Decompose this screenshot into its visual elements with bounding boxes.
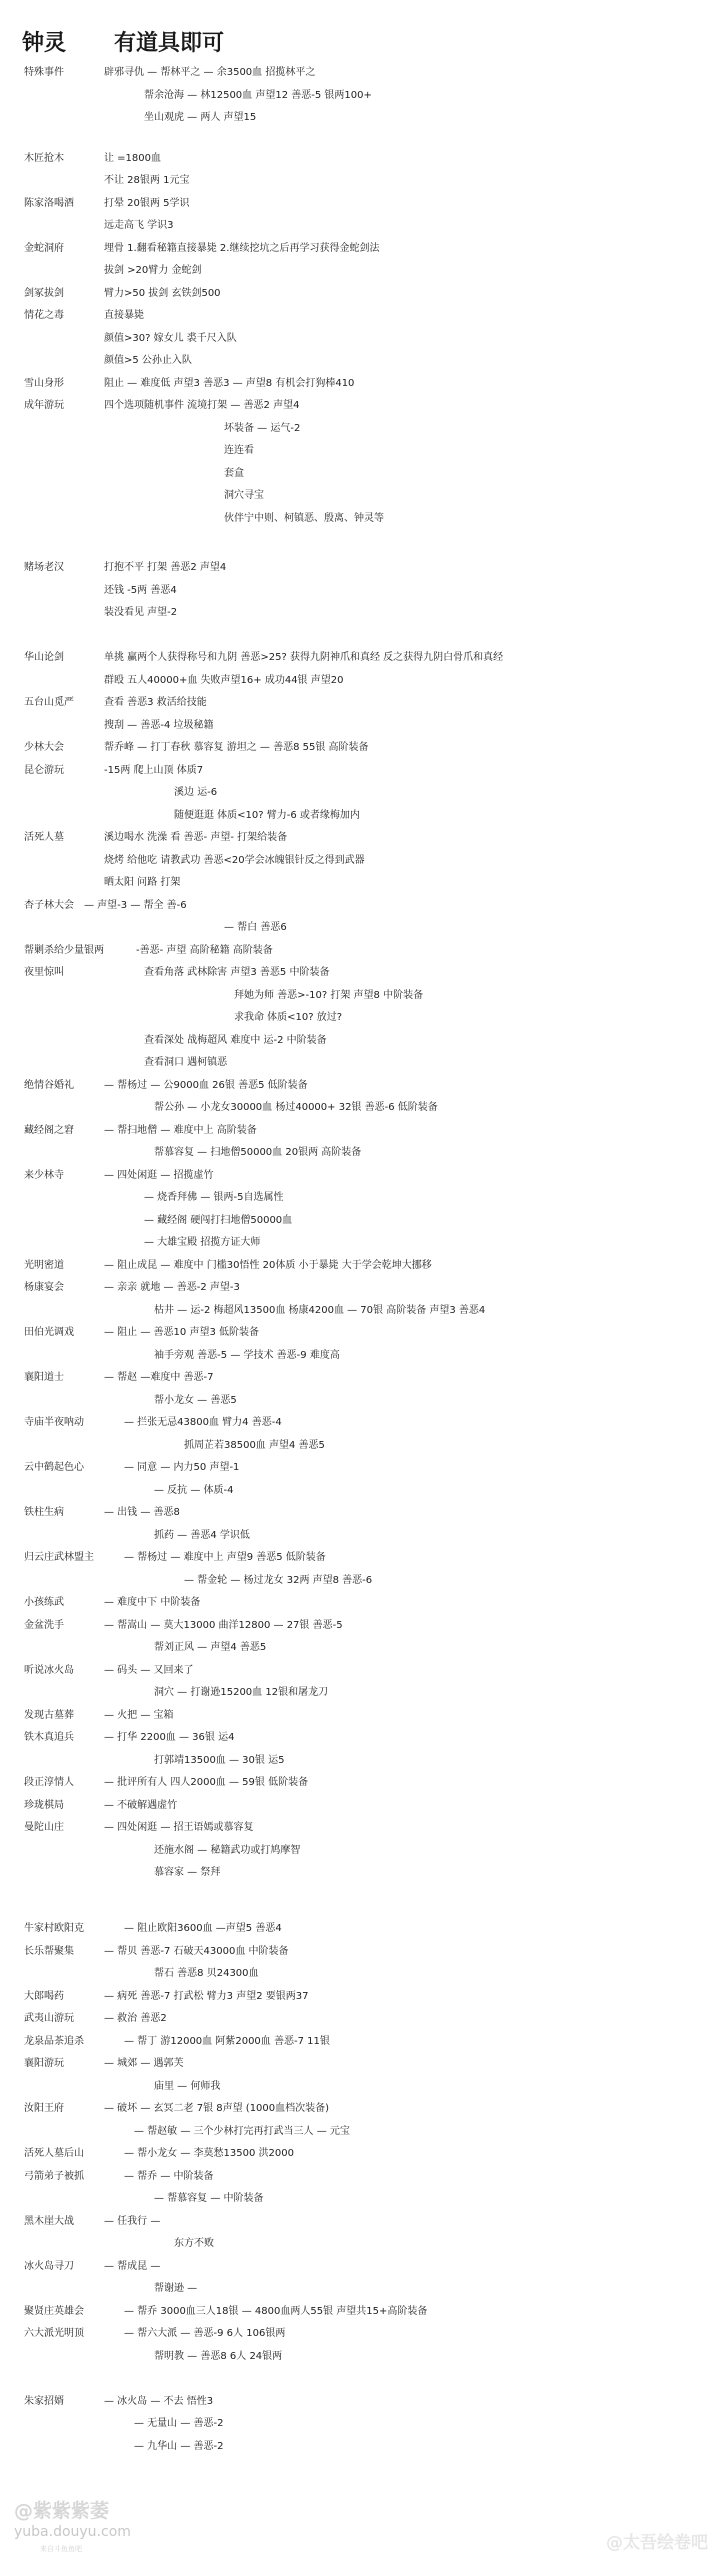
event-detail: — 救治 善恶2	[104, 2013, 167, 2025]
event-detail: 让 =1800血	[104, 152, 162, 164]
event-detail: — 帮慕容复 — 中阶装备	[154, 2193, 264, 2205]
event-category: 汝阳王府	[24, 2103, 64, 2115]
event-detail: 坏装备 — 运气-2	[224, 422, 301, 434]
event-detail: 随便逛逛 体质<10? 臂力-6 或者缘梅加内	[174, 809, 360, 821]
event-category: 夜里惊叫	[24, 967, 64, 978]
event-detail: 抓周芷若38500血 声望4 善恶5	[184, 1439, 325, 1451]
watermark-site: yuba.douyu.com	[14, 2524, 131, 2540]
event-detail: — 帮乔 3000血三人18银 — 4800血两人55银 声望共15+高阶装备	[124, 2305, 428, 2317]
event-detail: — 城郊 — 遇郭芙	[104, 2058, 184, 2070]
event-detail: 洞穴 — 打谢逊15200血 12银和屠龙刀	[154, 1687, 329, 1698]
event-detail: 打晕 20银两 5学识	[104, 197, 190, 209]
event-detail: 还施水阁 — 秘籍武功或打鸠摩智	[154, 1844, 301, 1856]
event-detail: — 帮金轮 — 杨过龙女 32两 声望8 善恶-6	[184, 1574, 373, 1586]
event-detail: — 出钱 — 善恶8	[104, 1507, 180, 1518]
event-category: 雪山身形	[24, 377, 64, 389]
event-detail: 求我命 体质<10? 放过?	[234, 1012, 343, 1023]
event-detail: 坐山观虎 — 两人 声望15	[144, 112, 257, 123]
event-detail: 还钱 -5两 善恶4	[104, 584, 177, 596]
event-category: 武夷山游玩	[24, 2013, 74, 2025]
event-detail: 庙里 — 何师我	[154, 2080, 221, 2092]
event-detail: 直接暴毙	[104, 310, 144, 321]
event-detail: — 帮乔 — 中阶装备	[124, 2170, 214, 2182]
event-detail: 颜值>30? 嫁女儿 裘千尺入队	[104, 332, 237, 344]
event-detail: — 帮扫地僧 — 难度中上 高阶装备	[104, 1124, 257, 1136]
event-detail: 装没看见 声望-2	[104, 607, 178, 618]
event-detail: — 帮成昆 —	[104, 2260, 161, 2272]
event-category: 少林大会	[24, 742, 64, 753]
event-detail: 拜她为师 善恶>-10? 打架 声望8 中阶装备	[234, 989, 424, 1001]
event-detail: 阻止 — 难度低 声望3 善恶3 — 声望8 有机会打狗棒410	[104, 377, 355, 389]
page-title: 钟灵	[22, 31, 67, 56]
event-category: 小孩练武	[24, 1597, 64, 1608]
event-detail: — 大雄宝殿 招揽方证大师	[144, 1237, 261, 1248]
event-category: 襄阳游玩	[24, 2058, 64, 2070]
event-category: 特殊事件	[24, 67, 64, 78]
page-header	[22, 18, 702, 68]
event-list	[24, 66, 704, 2452]
event-category: 活死人墓	[24, 832, 64, 843]
event-detail: — 难度中下 中阶装备	[104, 1597, 201, 1608]
event-detail: 帮公孙 — 小龙女30000血 杨过40000+ 32银 善恶-6 低阶装备	[154, 1102, 438, 1113]
event-detail: — 码头 — 又回来了	[104, 1664, 194, 1676]
event-category: 襄阳道士	[24, 1372, 64, 1383]
event-detail: 帮乔峰 — 打丁春秋 慕容复 游坦之 — 善恶8 55银 高阶装备	[104, 742, 369, 753]
event-detail: — 病死 善恶-7 打武松 臂力3 声望2 要银两37	[104, 1990, 309, 2002]
event-detail: 不让 28银两 1元宝	[104, 175, 190, 186]
event-detail: — 冰火岛 — 不去 悟性3	[104, 2395, 214, 2407]
event-category: 黑木崖大战	[24, 2215, 74, 2227]
event-category: 光明密道	[24, 1259, 64, 1271]
event-detail: 帮慕容复 — 扫地僧50000血 20银两 高阶装备	[154, 1147, 362, 1158]
event-detail: 搜刮 — 善恶-4 垃圾秘籍	[104, 719, 214, 731]
event-detail: — 烧香拜佛 — 银两-5自选属性	[144, 1192, 284, 1203]
event-detail: — 打华 2200血 — 36银 运4	[104, 1732, 235, 1743]
event-detail: 埋骨 1.翻看秘籍直接暴毙 2.继续挖坑之后再学习获得金蛇剑法	[104, 242, 380, 254]
event-category: 发现古墓葬	[24, 1709, 74, 1721]
event-detail: 打抱不平 打架 善恶2 声望4	[104, 562, 227, 573]
event-detail: — 九华山 — 善恶-2	[134, 2440, 224, 2452]
event-detail: — 帮赵 —难度中 善恶-7	[104, 1372, 214, 1383]
event-detail: 连连看	[224, 445, 254, 456]
event-category: 听说冰火岛	[24, 1664, 74, 1676]
event-detail: 帮石 善恶8 贝24300血	[154, 1968, 259, 1980]
event-detail: 帮明教 — 善恶8 6人 24银两	[154, 2350, 283, 2362]
event-detail: 溪边喝水 洗澡 看 善恶- 声望- 打架给装备	[104, 832, 288, 843]
event-category: 剑冢拔剑	[24, 287, 64, 299]
event-detail: 溪边 运-6	[174, 787, 218, 798]
event-detail: 东方不败	[174, 2238, 214, 2250]
event-detail: 套盒	[224, 467, 244, 479]
event-detail: — 四处闲逛 — 招揽虚竹	[104, 1169, 214, 1181]
event-detail: — 无量山 — 善恶-2	[134, 2418, 224, 2430]
watermark-user: @紫紫紫萎	[14, 2500, 110, 2522]
event-detail: 帮余沧海 — 林12500血 声望12 善恶-5 银两100+	[144, 89, 372, 101]
event-category: 弓箭弟子被抓	[24, 2170, 84, 2182]
event-detail: — 帮杨过 — 公9000血 26银 善恶5 低阶装备	[104, 1079, 308, 1091]
event-category: 来少林寺	[24, 1169, 64, 1181]
event-category: 田伯光调戏	[24, 1327, 74, 1338]
event-detail: — 帮小龙女 — 李莫愁13500 洪2000	[124, 2148, 294, 2160]
event-detail: — 帮贝 善恶-7 石破天43000血 中阶装备	[104, 1945, 289, 1957]
page-subtitle: 有道具即可	[114, 31, 225, 56]
event-category: 杏子林大会	[24, 899, 74, 911]
event-detail: — 任我行 —	[104, 2215, 161, 2227]
event-detail: — 帮白 善恶6	[224, 922, 287, 933]
event-category: 寺庙半夜呐动	[24, 1417, 84, 1428]
event-detail: 单挑 赢两个人获得称号和九阴 善恶>25? 获得九阴神爪和真经 反之获得九阴白骨爪和真经	[104, 652, 504, 663]
event-detail: 帮刘正风 — 声望4 善恶5	[154, 1642, 267, 1653]
event-detail: 四个选项随机事件 流境打架 — 善恶2 声望4	[104, 400, 300, 411]
event-detail: 伙伴宁中则、柯镇恶、殷离、钟灵等	[224, 512, 384, 524]
event-detail: — 同意 — 内力50 声望-1	[124, 1462, 240, 1473]
event-detail: 烧烤 给他吃 请教武功 善恶<20学会冰魄银针反之得到武器	[104, 854, 365, 866]
event-category: 归云庄武林盟主	[24, 1552, 94, 1563]
event-category: 曼陀山庄	[24, 1822, 64, 1833]
event-detail: — 阻止欧阳3600血 —声望5 善恶4	[124, 1923, 282, 1935]
event-detail: -善恶- 声望 高阶秘籍 高阶装备	[136, 944, 273, 956]
event-detail: 臂力>50 拔剑 玄铁剑500	[104, 287, 221, 299]
event-detail: — 阻止成昆 — 难度中 门槛30悟性 20体质 小于暴毙 大于学会乾坤大挪移	[104, 1259, 432, 1271]
event-category: 金盆洗手	[24, 1619, 64, 1631]
event-category: 帮剿杀给少量银两	[24, 944, 104, 956]
event-category: 大郎喝药	[24, 1990, 64, 2002]
event-detail: 帮谢逊 —	[154, 2283, 198, 2295]
event-detail: 远走高飞 学识3	[104, 220, 174, 231]
event-detail: — 帮赵敏 — 三个少林打完再打武当三人 — 元宝	[134, 2125, 350, 2137]
event-category: 金蛇洞府	[24, 242, 64, 254]
event-detail: 晒太阳 问路 打架	[104, 877, 181, 888]
event-category: 龙泉品茶追杀	[24, 2035, 84, 2047]
event-detail: 辟邪寻仇 — 帮林平之 — 余3500血 招揽林平之	[104, 67, 316, 78]
event-category: 陈家洛喝酒	[24, 197, 74, 209]
event-detail: 抓药 — 善恶4 学识低	[154, 1529, 250, 1541]
event-detail: — 藏经阁 硬闯打扫地僧50000血	[144, 1214, 293, 1226]
event-detail: — 不破解遇虚竹	[104, 1799, 178, 1811]
event-category: 赌场老汉	[24, 562, 64, 573]
event-detail: — 帮嵩山 — 莫大13000 曲洋12800 — 27银 善恶-5	[104, 1619, 343, 1631]
event-detail: 枯井 — 运-2 梅超风13500血 杨康4200血 — 70银 高阶装备 声望3 善恶4	[154, 1304, 486, 1316]
event-detail: — 帮六大派 — 善恶-9 6人 106银两	[124, 2328, 286, 2340]
watermark-right: @太吾绘卷吧	[606, 2533, 708, 2553]
event-detail: — 帮丁 游12000血 阿紫2000血 善恶-7 11银	[124, 2035, 330, 2047]
event-detail: — 帮杨过 — 难度中上 声望9 善恶5 低阶装备	[124, 1552, 326, 1563]
event-category: 五台山觅严	[24, 697, 74, 708]
event-category: 六大派光明顶	[24, 2328, 84, 2340]
event-detail: 洞穴寻宝	[224, 490, 264, 501]
event-detail: — 四处闲逛 — 招王语嫣或慕容复	[104, 1822, 254, 1833]
event-detail: — 阻止 — 善恶10 声望3 低阶装备	[104, 1327, 259, 1338]
event-category: 成年游玩	[24, 400, 64, 411]
event-detail: — 拦张无忌43800血 臂力4 善恶-4	[124, 1417, 282, 1428]
event-detail: — 火把 — 宝箱	[104, 1709, 174, 1721]
event-category: 云中鹤起色心	[24, 1462, 84, 1473]
event-category: 情花之毒	[24, 310, 64, 321]
event-category: 冰火岛寻刀	[24, 2260, 74, 2272]
event-category: 昆仑游玩	[24, 764, 64, 776]
event-category: 铁木真追兵	[24, 1732, 74, 1743]
event-detail: — 破坏 — 玄冥二老 7银 8声望 (1000血档次装备)	[104, 2103, 330, 2115]
event-detail: 颜值>5 公孙止入队	[104, 355, 192, 366]
event-detail: 群殴 五人40000+血 失败声望16+ 成功44银 声望20	[104, 674, 344, 686]
event-detail: 查看 善恶3 救活给技能	[104, 697, 207, 708]
event-detail: 袖手旁观 善恶-5 — 学技术 善恶-9 难度高	[154, 1349, 340, 1361]
event-category: 朱家招婿	[24, 2395, 64, 2407]
event-detail: 查看角落 武林除害 声望3 善恶5 中阶装备	[144, 967, 330, 978]
event-detail: 打郭靖13500血 — 30银 运5	[154, 1754, 285, 1766]
event-category: 杨康宴会	[24, 1282, 64, 1293]
event-category: 华山论剑	[24, 652, 64, 663]
event-category: 聚贤庄英雄会	[24, 2305, 84, 2317]
event-category: 段正淳情人	[24, 1777, 74, 1788]
event-category: 藏经阁之窘	[24, 1124, 74, 1136]
event-category: 珍珑棋局	[24, 1799, 64, 1811]
event-category: 活死人墓后山	[24, 2148, 84, 2160]
watermark-small: 来自斗鱼鱼吧	[40, 2545, 82, 2553]
event-detail: — 批评所有人 四人2000血 — 59银 低阶装备	[104, 1777, 309, 1788]
event-detail: — 反抗 — 体质-4	[154, 1484, 234, 1496]
event-category: 长乐帮聚集	[24, 1945, 74, 1957]
event-category: 绝情谷婚礼	[24, 1079, 74, 1091]
event-detail: -15两 爬上山顶 体质7	[104, 764, 204, 776]
event-detail: 查看深处 战梅超风 难度中 运-2 中阶装备	[144, 1034, 327, 1046]
watermark-area	[0, 2488, 720, 2558]
event-detail: 拔剑 >20臂力 金蛇剑	[104, 265, 202, 276]
event-category: 铁柱生病	[24, 1507, 64, 1518]
event-category: 牛家村欧阳克	[24, 1923, 84, 1935]
event-detail: 帮小龙女 — 善恶5	[154, 1394, 237, 1406]
event-detail: — 亲亲 就地 — 善恶-2 声望-3	[104, 1282, 240, 1293]
event-category: 木匠抢木	[24, 152, 64, 164]
event-detail: 慕容家 — 祭拜	[154, 1867, 221, 1878]
event-detail: 查看洞口 遇柯镇恶	[144, 1057, 228, 1068]
event-detail: — 声望-3 — 帮全 善-6	[84, 899, 187, 911]
